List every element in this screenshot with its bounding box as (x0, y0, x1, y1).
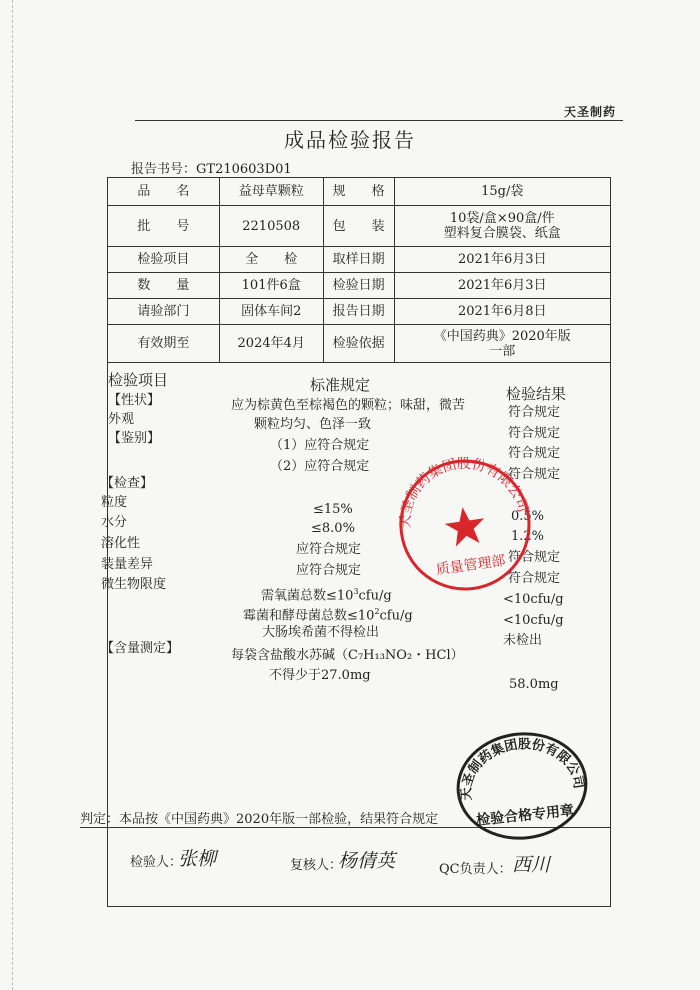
section-hanliang: 【含量测定】 (101, 641, 180, 656)
solubility-standard: 应符合规定 (296, 542, 362, 557)
inspection-approval-seal (452, 728, 592, 844)
micro-result-1: <10cfu/g (503, 592, 564, 607)
value-cell: 2021年6月3日 (394, 273, 610, 299)
identification-1-result: 符合规定 (508, 446, 561, 461)
granularity-result: 0.5% (511, 509, 545, 524)
company-logo-text: 天圣制药 (563, 105, 616, 119)
report-number: 报告书号：GT210603D01 (131, 162, 292, 177)
quality-dept-seal (395, 455, 535, 595)
micro-label: 微生物限度 (101, 577, 167, 592)
label-cell: 规 格 (323, 178, 394, 206)
micro-standard-2: 霉菌和酵母菌总数$\le 10^2cfu/g$ (243, 607, 413, 624)
identification-2-result: 符合规定 (508, 467, 561, 482)
label-cell: 检验项目 (108, 247, 220, 273)
conclusion: 判定：本品按《中国药典》2020年版一部检验，结果符合规定 (80, 812, 439, 827)
label-cell: 检验日期 (323, 273, 394, 299)
label-cell: 批 号 (108, 206, 220, 247)
header-result: 检验结果 (506, 385, 567, 403)
assay-standard-2: 不得少于27.0mg (269, 668, 371, 683)
table-row (108, 247, 611, 273)
inspector-signature: 张柳 (178, 848, 217, 870)
appearance-label: 外观 (108, 412, 135, 427)
label-cell: 检验依据 (323, 325, 394, 363)
micro-standard-1: 需氧菌总数$\le 10^3cfu/g$ (261, 587, 392, 604)
label-cell: 取样日期 (323, 247, 394, 273)
value-cell: 10袋/盒×90盒/件 塑料复合膜袋、纸盒 (394, 206, 610, 247)
granularity-standard: ≤15% (313, 502, 353, 517)
value-cell: 全 检 (219, 247, 323, 273)
table-row (108, 178, 611, 206)
reviewer-label: 复核人： (290, 858, 343, 873)
identification-2-standard: （2）应符合规定 (270, 459, 370, 474)
water-standard: ≤8.0% (311, 521, 355, 536)
info-table (107, 177, 611, 363)
reviewer-signature: 杨倩英 (338, 850, 396, 872)
value-cell: 101件6盒 (219, 273, 323, 299)
seal-arc-text: 天圣制药集团股份有限公司 (397, 456, 531, 529)
seal-arc-text: 天圣制药集团股份有限公司 (459, 737, 586, 801)
label-cell: 品 名 (108, 178, 220, 206)
label-cell: 有效期至 (108, 325, 220, 363)
appearance-standard-2: 颗粒均匀、色泽一致 (254, 417, 372, 432)
solubility-label: 溶化性 (101, 536, 141, 551)
section-jiancha: 【检查】 (101, 476, 154, 491)
assay-result: 58.0mg (509, 677, 559, 692)
value-cell: 15g/袋 (394, 178, 610, 206)
value-cell: 益母草颗粒 (219, 178, 323, 206)
identification-1-standard: （1）应符合规定 (270, 438, 370, 453)
label-cell: 数 量 (108, 273, 220, 299)
seal-red-group (395, 455, 535, 595)
label-cell: 请验部门 (108, 299, 220, 325)
micro-result-2: <10cfu/g (503, 613, 564, 628)
value-cell: 2021年6月8日 (394, 299, 610, 325)
solubility-result: 符合规定 (508, 550, 561, 565)
seal-subtext: 检验合格专用章 (475, 802, 575, 829)
fill-label: 装量差异 (101, 557, 154, 572)
granularity-label: 粒度 (101, 495, 128, 510)
xingzhuang-result: 符合规定 (508, 405, 561, 420)
table-row (108, 206, 611, 247)
star-icon (443, 504, 488, 547)
report-title: 成品检验报告 (284, 128, 416, 152)
inspector-label: 检验人： (130, 855, 183, 870)
value-cell: 2024年4月 (219, 325, 323, 363)
micro-result-3: 未检出 (503, 633, 543, 648)
value-cell: 2021年6月3日 (394, 247, 610, 273)
table-row (108, 299, 611, 325)
section-jianbie: 【鉴别】 (108, 431, 161, 446)
fill-result: 符合规定 (508, 571, 561, 586)
header-rule (135, 120, 623, 121)
value-cell: 2210508 (219, 206, 323, 247)
table-row (108, 273, 611, 299)
header-standard: 标准规定 (310, 376, 371, 394)
value-cell: 《中国药典》2020年版 一部 (394, 325, 610, 363)
header-item: 检验项目 (108, 371, 169, 389)
qc-signature: 西川 (512, 854, 551, 876)
section-xingzhuang: 【性状】 (108, 393, 161, 408)
water-label: 水分 (101, 515, 128, 530)
fill-standard: 应符合规定 (296, 563, 362, 578)
qc-label: QC负责人： (439, 862, 512, 877)
value-cell: 固体车间2 (219, 299, 323, 325)
seal-subtext: 质量管理部 (434, 552, 507, 579)
label-cell: 包 装 (323, 206, 394, 247)
table-row (108, 325, 611, 363)
label-cell: 报告日期 (323, 299, 394, 325)
assay-standard: 每袋含盐酸水苏碱（C₇H₁₃NO₂・HCl） (231, 648, 464, 663)
water-result: 1.2% (511, 529, 545, 544)
appearance-standard: 应为棕黄色至棕褐色的颗粒；味甜，微苦 (231, 398, 466, 413)
micro-standard-3: 大肠埃希菌不得检出 (262, 625, 380, 640)
appearance-result: 符合规定 (508, 426, 561, 441)
